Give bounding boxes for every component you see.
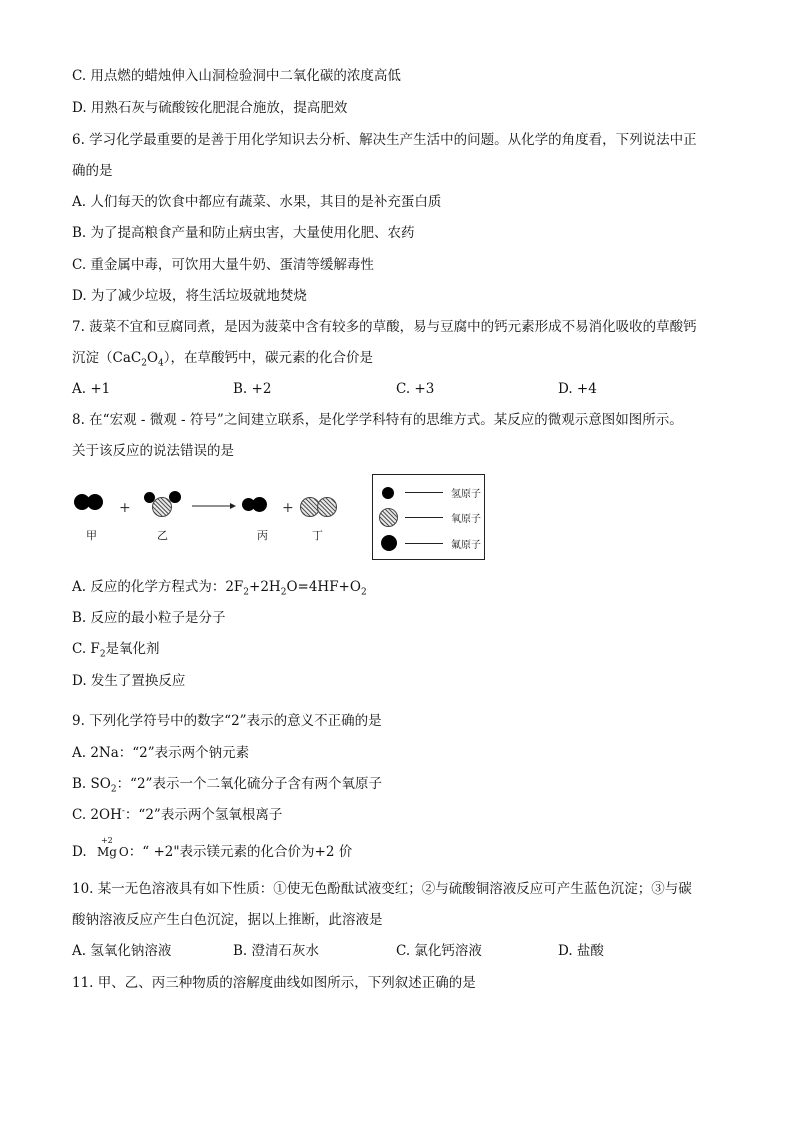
q7-option-b: B. +2 [233,381,272,397]
q5-option-c: C. 用点燃的蜡烛伸入山洞检验洞中二氧化碳的浓度高低 [72,68,401,84]
q9-option-b [72,775,382,793]
q9-stem: 9. 下列化学符号中的数字“2”表示的意义不正确的是 [72,713,382,729]
oxygen-atom [379,508,398,527]
valence-formula [96,836,129,861]
q6-stem-line1: 6. 学习化学最重要的是善于用化学知识去分析、解决生产生活中的问题。从化学的角度看，下列说法中正 [72,132,697,148]
label-bing: 丙 [257,529,268,542]
legend-line [405,517,443,518]
plus-sign: + [119,500,131,516]
hydrogen-atom [382,487,394,499]
mg-symbol: Mg [96,845,117,859]
legend-fluorine [373,534,486,554]
diagram-legend [372,474,485,560]
q9-option-c [72,806,282,824]
q8-stem-line1: 8. 在“宏观 - 微观 - 符号”之间建立联系，是化学学科特有的思维方式。某反应的微观示意图如图所示。 [72,412,683,428]
q8-option-a [72,578,367,596]
q8-c-text: C. F [72,641,100,657]
q7-stem-text: 沉淀（CaC [72,350,142,366]
q8-a-text: A. 反应的化学方程式为：2F [72,579,244,595]
q8-c-sub: 2 [99,649,106,660]
q9-d-text: ：“ +2"表示镁元素的化合价为+2 价 [128,844,353,860]
q10-stem-line1: 10. 某一无色溶液具有如下性质：①使无色酚酞试液变红；②与硫酸铜溶液反应可产生蓝色沉淀；③与碳 [72,881,692,897]
fluorine-atom [381,535,397,551]
reaction-arrow [192,501,236,511]
q7-formula-text: O [146,350,159,366]
q9-option-a: A. 2Na：“2”表示两个钠元素 [72,745,250,761]
valence-mark: +2 [100,836,113,845]
q6-option-d: D. 为了减少垃圾，将生活垃圾就地焚烧 [72,288,307,304]
q9-b-text: ：“2”表示一个二氧化硫分子含有两个氧原子 [116,776,382,792]
q9-c-sup: - [121,806,125,817]
legend-label: 氟原子 [451,540,481,551]
q9-b-text: B. SO [72,776,111,792]
label-jia: 甲 [86,529,97,542]
q9-d-text: D. [72,844,87,860]
q7-formula-sub: 2 [141,358,147,369]
q7-formula-sub: 4 [158,358,164,369]
q7-option-d: D. +4 [558,381,597,397]
q10-stem-line2: 酸钠溶液反应产生白色沉淀，据以上推断，此溶液是 [72,912,383,928]
q10-option-d: D. 盐酸 [558,943,604,959]
q8-a-sub: 2 [360,587,367,598]
plus-sign: + [282,500,294,516]
legend-oxygen [373,508,486,528]
legend-label: 氧原子 [451,514,481,525]
q7-stem-text: ），在草酸钙中，碳元素的化合价是 [163,350,374,366]
q6-option-a: A. 人们每天的饮食中都应有蔬菜、水果，其目的是补充蛋白质 [72,194,442,210]
fluorine-atom [252,497,267,512]
q5-option-d: D. 用熟石灰与硫酸铵化肥混合施放，提高肥效 [72,100,348,116]
q8-a-sub: 2 [243,587,250,598]
q8-option-b: B. 反应的最小粒子是分子 [72,610,226,626]
oxygen-atom [152,497,172,517]
q10-option-a: A. 氢氧化钠溶液 [72,943,172,959]
legend-line [405,543,443,544]
q10-option-c: C. 氯化钙溶液 [396,943,482,959]
q8-a-text: O=4HF+O [286,579,361,595]
label-ding: 丁 [312,529,323,542]
q9-c-text: ：“2”表示两个氢氧根离子 [124,807,283,823]
q7-option-c: C. +3 [396,381,435,397]
q6-option-b: B. 为了提高粮食产量和防止病虫害，大量使用化肥、农药 [72,225,415,241]
q10-option-b: B. 澄清石灰水 [233,943,320,959]
q9-option-d [72,836,353,861]
q7-stem-line1: 7. 菠菜不宜和豆腐同煮，是因为菠菜中含有较多的草酸，易与豆腐中的钙元素形成不易消化吸收的草酸钙 [72,319,697,335]
o-symbol: O [118,845,129,859]
q9-c-text: C. 2OH [72,807,122,823]
legend-line [405,492,443,493]
q8-a-sub: 2 [280,587,287,598]
q8-stem-line2: 关于该反应的说法错误的是 [72,443,234,459]
q6-option-c: C. 重金属中毒，可饮用大量牛奶、蛋清等缓解毒性 [72,257,374,273]
q7-stem-line2 [72,349,373,367]
fluorine-atom [87,494,103,510]
q9-b-sub: 2 [110,784,117,795]
oxygen-atom [317,497,337,517]
hydrogen-atom [169,491,181,503]
legend-hydrogen [373,483,486,503]
q11-stem: 11. 甲、乙、丙三种物质的溶解度曲线如图所示，下列叙述正确的是 [72,975,476,991]
q8-a-text: +2H [249,579,281,595]
q7-option-a: A. +1 [72,381,111,397]
q8-option-d: D. 发生了置换反应 [72,673,186,689]
q6-stem-line2: 确的是 [72,163,113,179]
legend-label: 氢原子 [451,489,481,500]
q8-c-text: 是氧化剂 [105,641,160,657]
q8-option-c [72,640,160,658]
label-yi: 乙 [157,529,168,542]
